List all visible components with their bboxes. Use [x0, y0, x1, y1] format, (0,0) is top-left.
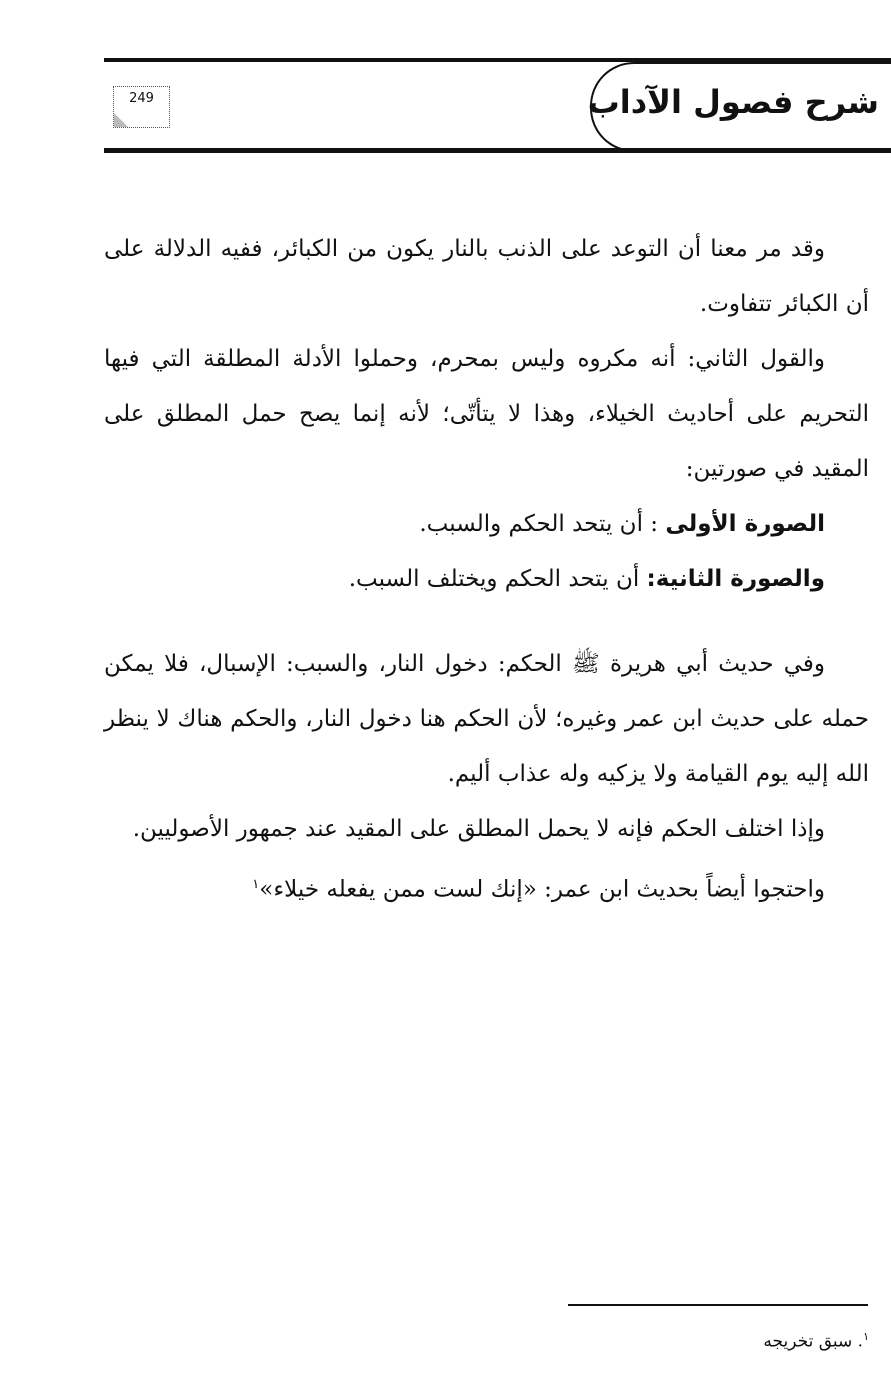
page-body	[104, 222, 869, 918]
footnote	[763, 1322, 869, 1357]
page-curl-icon	[114, 113, 128, 127]
page-number-badge	[113, 86, 170, 128]
form-two-label: والصورة الثانية:	[646, 566, 825, 592]
form-one	[104, 497, 869, 552]
paragraph-5-text: واحتجوا أيضاً بحديث ابن عمر: «إنك لست ممن يفعله خيلاء»	[259, 876, 825, 903]
paragraph-1: وقد مر معنا أن التوعد على الذنب بالنار يكون من الكبائر، ففيه الدلالة على أن الكبائر تتفاوت.	[104, 236, 869, 317]
paragraph-3: وفي حديث أبي هريرة ﷺ الحكم: دخول النار، والسبب: الإسبال، فلا يمكن حمله على حديث ابن عمر وغيره؛ لأن الحكم هنا دخول النار، والحكم هناك لا ينظر الله إليه يوم القيامة ولا يزكيه وله عذاب أليم.	[104, 651, 869, 787]
form-one-text: : أن يتحد الحكم والسبب.	[419, 511, 666, 537]
paragraph-4: وإذا اختلف الحكم فإنه لا يحمل المطلق على المقيد عند جمهور الأصوليين.	[132, 816, 825, 842]
form-two-text: أن يتحد الحكم ويختلف السبب.	[348, 566, 647, 592]
book-title: شرح فصول الآداب	[587, 83, 879, 121]
footnote-text: . سبق تخريجه	[763, 1331, 864, 1352]
header-bottom-rule	[104, 148, 891, 153]
footnote-marker: ١	[863, 1330, 869, 1343]
page-number: 249	[129, 91, 154, 106]
paragraph-2: والقول الثاني: أنه مكروه وليس بمحرم، وحملوا الأدلة المطلقة التي فيها التحريم على أحاديث الخيلاء، وهذا لا يتأتّى؛ لأنه إنما يصح حمل المطلق على المقيد في صورتين:	[104, 346, 869, 482]
footnote-reference[interactable]: ١	[252, 877, 260, 892]
paragraph-5	[104, 857, 869, 918]
form-two	[104, 552, 869, 607]
footnote-separator	[568, 1304, 868, 1306]
form-one-label: الصورة الأولى	[665, 511, 825, 537]
